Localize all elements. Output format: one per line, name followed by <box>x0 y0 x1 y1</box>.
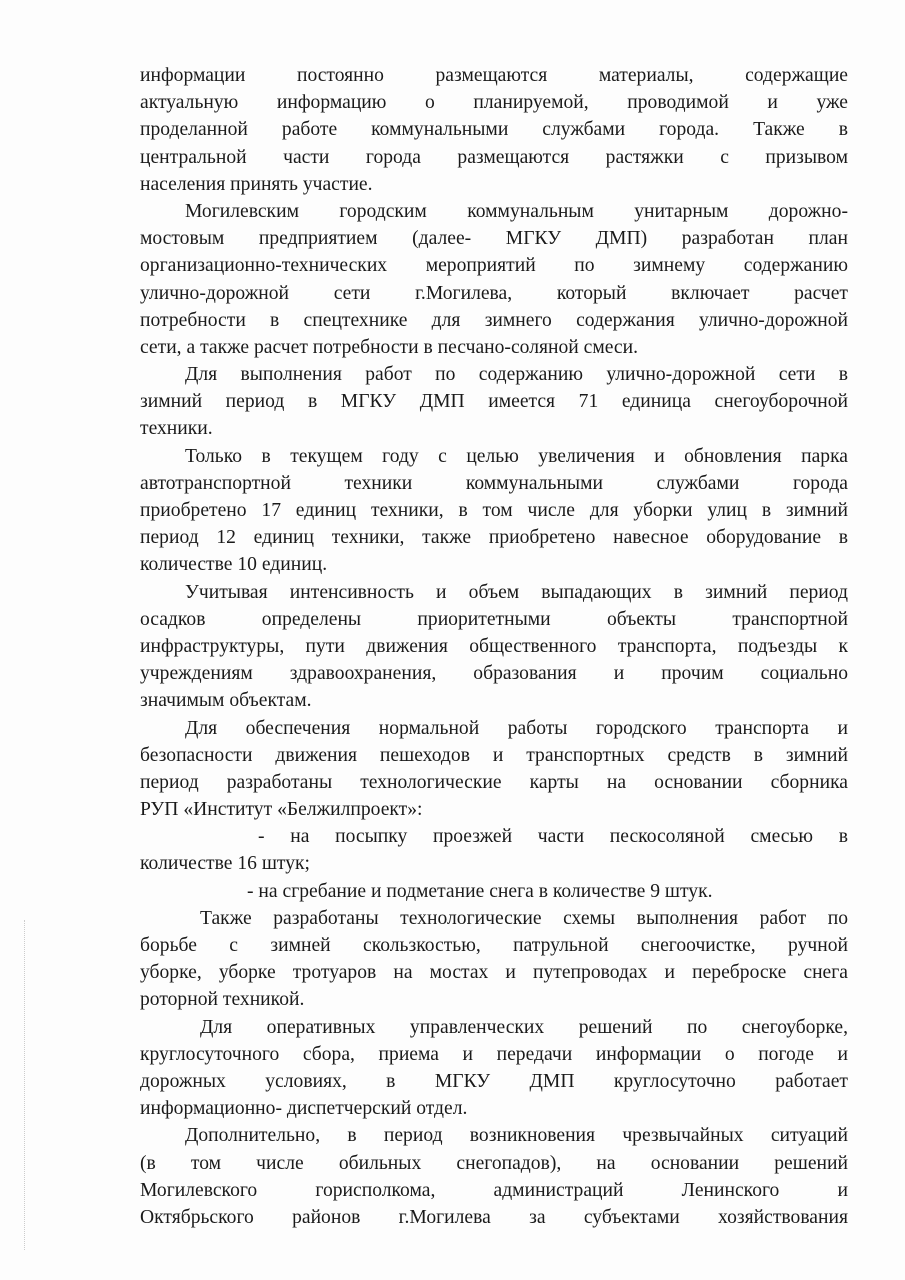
text-line: инфраструктуры, пути движения общественного транспорта, подъезды к <box>140 635 848 657</box>
document-page <box>140 62 848 1231</box>
text-line: зимний период в МГКУ ДМП имеется 71 единица снегоуборочной <box>140 391 848 413</box>
text-line: информационно- диспетчерский отдел. <box>140 1098 468 1120</box>
paragraph <box>140 443 848 579</box>
paragraph <box>140 905 848 1014</box>
text-line: автотранспортной техники коммунальными службами города <box>140 472 848 494</box>
paragraph <box>140 1014 848 1123</box>
text-line: уборке, уборке тротуаров на мостах и путепроводах и переброске снега <box>140 962 848 984</box>
text-line: количестве 16 штук; <box>140 853 311 875</box>
text-line: Могилевского горисполкома, администраций Ленинского и <box>140 1179 848 1201</box>
text-line: роторной техникой. <box>140 989 305 1011</box>
text-line: период разработаны технологические карты на основании сборника <box>140 771 848 793</box>
text-line: Октябрьского районов г.Могилева за субъектами хозяйствования <box>140 1206 848 1228</box>
text-line: мостовым предприятием (далее- МГКУ ДМП) разработан план <box>140 228 848 250</box>
paragraph <box>140 62 848 198</box>
paragraph <box>140 198 848 361</box>
text-line: техники. <box>140 418 213 440</box>
scan-margin-artifact <box>24 920 26 1250</box>
text-line: приобретено 17 единиц техники, в том числе для уборки улиц в зимний <box>140 500 848 521</box>
text-line: Для оперативных управленческих решений по снегоуборке, <box>200 1016 848 1038</box>
text-line: актуальную информацию о планируемой, проводимой и уже <box>140 92 848 114</box>
text-line: круглосуточного сбора, приема и передачи информации о погоде и <box>140 1043 848 1065</box>
text-line: - на посыпку проезжей части пескосоляной смесью в <box>258 826 848 848</box>
text-line: организационно-технических мероприятий по зимнему содержанию <box>140 255 848 277</box>
text-line: улично-дорожной сети г.Могилева, который включает расчет <box>140 282 848 304</box>
text-line: Только в текущем году с целью увеличения и обновления парка <box>185 445 848 467</box>
text-line: период 12 единиц техники, также приобретено навесное оборудование в <box>140 527 848 549</box>
text-line: Также разработаны технологические схемы выполнения работ по <box>200 907 848 929</box>
paragraph <box>140 823 848 877</box>
text-line: Могилевским городским коммунальным унитарным дорожно- <box>185 200 848 222</box>
paragraph <box>140 361 848 443</box>
text-line: Дополнительно, в период возникновения чрезвычайных ситуаций <box>185 1125 848 1147</box>
text-line: Для обеспечения нормальной работы городского транспорта и <box>185 717 848 739</box>
text-line: сети, а также расчет потребности в песчано-соляной смеси. <box>140 336 639 358</box>
paragraph <box>140 579 848 715</box>
text-line: проделанной работе коммунальными службами города. Также в <box>140 119 848 141</box>
text-line: дорожных условиях, в МГКУ ДМП круглосуточно работает <box>140 1070 848 1092</box>
text-line: потребности в спецтехнике для зимнего содержания улично-дорожной <box>140 309 848 331</box>
text-line: - на сгребание и подметание снега в количестве 9 штук. <box>247 880 713 902</box>
text-line: (в том числе обильных снегопадов), на основании решений <box>140 1152 848 1174</box>
text-line: РУП «Институт «Белжилпроект»: <box>140 799 423 821</box>
text-line: значимым объектам. <box>140 690 312 712</box>
text-line: центральной части города размещаются растяжки с призывом <box>140 146 848 168</box>
text-line: борьбе с зимней скользкостью, патрульной снегоочистке, ручной <box>140 935 848 956</box>
paragraph <box>140 878 848 905</box>
text-line: населения принять участие. <box>140 173 373 195</box>
paragraph <box>140 1122 848 1231</box>
text-line: учреждениям здравоохранения, образования и прочим социально <box>140 663 848 685</box>
text-line: Учитывая интенсивность и объем выпадающих в зимний период <box>185 581 848 603</box>
text-line: безопасности движения пешеходов и транспортных средств в зимний <box>140 744 848 766</box>
text-line: Для выполнения работ по содержанию улично-дорожной сети в <box>185 364 848 386</box>
paragraph <box>140 715 848 824</box>
text-line: количестве 10 единиц. <box>140 554 328 576</box>
text-line: осадков определены приоритетными объекты транспортной <box>140 608 848 630</box>
text-line: информации постоянно размещаются материалы, содержащие <box>140 65 848 86</box>
